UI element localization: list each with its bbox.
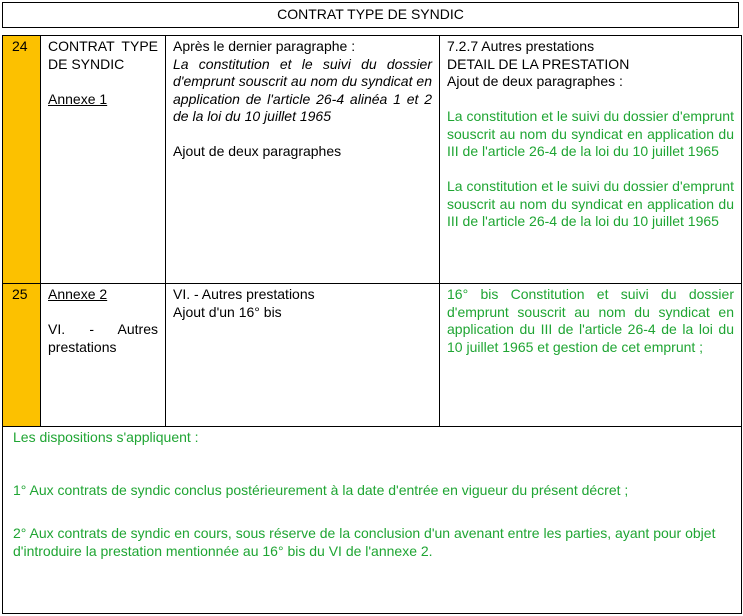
current-note: Ajout de deux paragraphes [173,143,342,159]
row-target-cell [41,284,166,427]
footer-cell [3,427,742,614]
proposed-subsection: DETAIL DE LA PRESTATION [447,55,630,72]
row-number: 24 [3,36,41,284]
comparison-table [2,35,742,614]
row-proposed-text-cell [440,36,742,284]
table-row [3,427,742,614]
current-quote: La constitution et le suivi du dossier d'emprunt souscrit au nom du syndicat en application de l'article 26-4 alinéa 1 et 2 de la loi du 10 juillet 1965 [173,55,432,124]
row-target-cell [41,36,166,284]
row-proposed-text-cell [440,284,742,427]
current-note: Ajout d'un 16° bis [173,303,282,320]
row-current-text-cell [166,36,440,284]
row-current-text-cell [166,284,440,427]
row-number: 25 [3,284,41,427]
target-heading: CONTRAT TYPE DE SYNDIC [48,38,158,72]
current-section: VI. - Autres prestations [173,286,315,302]
page-title: CONTRAT TYPE DE SYNDIC [2,2,739,28]
table-row [3,36,742,284]
footer-line-2: 1° Aux contrats de syndic conclus postérieurement à la date d'entrée en vigueur du présent décret ; [13,481,629,498]
annex-link: Annexe 2 [48,286,108,302]
footer-line-1: Les dispositions s'appliquent : [13,429,199,445]
current-intro: Après le dernier paragraphe : [173,38,356,54]
target-section: VI. - Autres prestations [48,321,158,355]
proposed-paragraph: 16° bis Constitution et suivi du dossier d'emprunt souscrit au nom du syndicat en application du III de l'article 26-4 de la loi du 10 juillet 1965 et gestion de cet emprunt ; [447,286,734,355]
proposed-paragraph-2: La constitution et le suivi du dossier d'emprunt souscrit au nom du syndicat en application du III de l'article 26-4 de la loi du 10 juillet 1965 [447,178,734,229]
proposed-section: 7.2.7 Autres prestations [447,38,595,54]
proposed-paragraph-1: La constitution et le suivi du dossier d'emprunt souscrit au nom du syndicat en application du III de l'article 26-4 de la loi du 10 juillet 1965 [447,108,734,159]
table-row [3,284,742,427]
footer-line-3: 2° Aux contrats de syndic en cours, sous réserve de la conclusion d'un avenant entre les parties, ayant pour objet d'introduire la prestation mentionnée au 16° bis du VI de l'annexe 2. [13,525,716,559]
annex-link: Annexe 1 [48,90,108,107]
proposed-note: Ajout de deux paragraphes : [447,73,623,89]
